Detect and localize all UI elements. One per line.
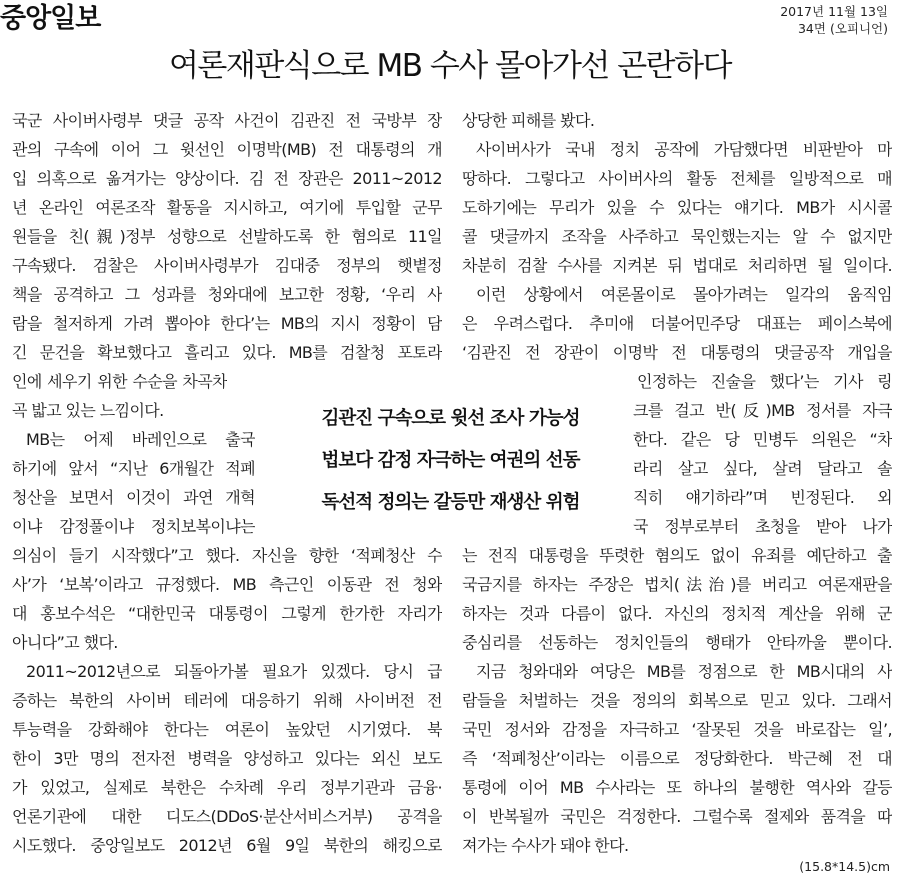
body-line: 투능력을 강화해야 한다는 여론이 높았던 시기였다. 북 bbox=[12, 720, 442, 739]
body-line: 2011~2012년으로 되돌아가볼 필요가 있겠다. 당시 급 bbox=[26, 662, 442, 681]
body-line: 국군 사이버사령부 댓글 공작 사건이 김관진 전 국방부 장 bbox=[12, 111, 442, 130]
body-line: 관의 구속에 이어 그 윗선인 이명박(MB) 전 대통령의 개 bbox=[12, 140, 442, 159]
body-line: MB는 어제 바레인으로 출국 bbox=[26, 430, 255, 449]
subhead: 김관진 구속으로 윗선 조사 가능성 bbox=[321, 408, 580, 429]
body-line: 사’가 ‘보복’이라고 규정했다. MB 측근인 이동관 전 청와 bbox=[12, 575, 442, 594]
body-line: 는 전직 대통령을 뚜렷한 혐의도 없이 유죄를 예단하고 출 bbox=[462, 546, 892, 565]
logo: 중앙일보 bbox=[0, 3, 101, 34]
body-line: 국 정부로부터 초청을 받아 나가 bbox=[633, 517, 892, 536]
subhead: 법보다 감정 자극하는 여권의 선동 bbox=[321, 450, 580, 471]
body-line: 한이 3만 명의 전자전 병력을 양성하고 있다는 외신 보도 bbox=[12, 749, 442, 768]
body-line: 년 온라인 여론조작 활동을 지시하고, 여기에 투입할 군무 bbox=[12, 198, 442, 217]
size-note: (15.8*14.5)cm bbox=[799, 859, 890, 874]
body-line: 곡 밟고 있는 느낌이다. bbox=[12, 401, 164, 420]
body-line: 이 반복될까 국민은 걱정한다. 그럴수록 절제와 품격을 따 bbox=[462, 807, 892, 826]
body-line: 인정하는 진술을 했다’는 기사 링 bbox=[637, 372, 892, 391]
body-line: 차분히 검찰 수사를 지켜본 뒤 법대로 처리하면 될 일이다. bbox=[462, 256, 892, 275]
body-line: 인에 세우기 위한 수순을 차곡차 bbox=[12, 372, 227, 391]
body-line: 시도했다. 중앙일보도 2012년 6월 9일 북한의 해킹으로 bbox=[12, 836, 442, 855]
headline: 여론재판식으로 MB 수사 몰아가선 곤란하다 bbox=[168, 48, 731, 84]
body-line: 책을 공격하고 그 성과를 청와대에 보고한 정황, ‘우리 사 bbox=[12, 285, 442, 304]
body-line: 사이버사가 국내 정치 공작에 가담했다면 비판받아 마 bbox=[476, 140, 892, 159]
subheads bbox=[288, 398, 613, 524]
body-line: 언론기관에 대한 디도스(DDoS·분산서비스거부) 공격을 bbox=[12, 807, 442, 826]
body-line: 중심리를 선동하는 정치인들의 행태가 안타까울 뿐이다. bbox=[462, 633, 892, 652]
body-line: 통령에 이어 MB 수사라는 또 하나의 불행한 역사와 갈등 bbox=[462, 778, 892, 797]
body-line: 은 우려스럽다. 추미애 더불어민주당 대표는 페이스북에 bbox=[462, 314, 892, 333]
body-line: 긴 문건을 확보했다고 흘리고 있다. MB를 검찰청 포토라 bbox=[12, 343, 442, 362]
body-line: 크를 걸고 반(反)MB 정서를 자극 bbox=[633, 401, 892, 420]
body-line: 람들을 처벌하는 것을 정의의 회복으로 믿고 있다. 그래서 bbox=[462, 691, 892, 710]
issue-page: 34면 (오피니언) bbox=[797, 21, 888, 36]
body-line: 이냐 감정풀이냐 정치보복이냐는 bbox=[12, 517, 255, 536]
body-line: 원들을 친(親)정부 성향으로 선발하도록 한 혐의로 11일 bbox=[12, 227, 442, 246]
body-line: 상당한 피해를 봤다. bbox=[462, 111, 595, 130]
body-line: 한다. 같은 당 민병두 의원은 “차 bbox=[633, 430, 892, 449]
body-line: 가 있었고, 실제로 북한은 수차례 우리 정부기관과 금융· bbox=[12, 778, 442, 797]
body-line: 이런 상황에서 여론몰이로 몰아가려는 일각의 움직임 bbox=[476, 285, 892, 304]
body-line: 져가는 수사가 돼야 한다. bbox=[462, 836, 629, 855]
body-line: 아니다”고 했다. bbox=[12, 633, 118, 652]
body-line: 국금지를 하자는 주장은 법치(法治)를 버리고 여론재판을 bbox=[462, 575, 892, 594]
body-line: 콜 댓글까지 조작을 사주하고 묵인했는지는 알 수 없지만 bbox=[462, 227, 892, 246]
body-line: 람을 철저하게 가려 뽑아야 한다’는 MB의 지시 정황이 담 bbox=[12, 314, 442, 333]
body-line: 의심이 들기 시작했다”고 했다. 자신을 향한 ‘적폐청산 수 bbox=[12, 546, 442, 565]
body-line: 지금 청와대와 여당은 MB를 정점으로 한 MB시대의 사 bbox=[476, 662, 892, 681]
body-line: 라리 살고 싶다, 살려 달라고 솔 bbox=[633, 459, 892, 478]
subhead: 독선적 정의는 갈등만 재생산 위험 bbox=[321, 492, 580, 513]
issue-date: 2017년 11월 13일 bbox=[780, 4, 888, 19]
body-line: 청산을 보면서 이것이 과연 개혁 bbox=[12, 488, 255, 507]
body-line: 국민 정서와 감정을 자극하고 ‘잘못된 것을 바로잡는 일’, bbox=[462, 720, 892, 739]
body-line: 대 홍보수석은 “대한민국 대통령이 그렇게 한가한 자리가 bbox=[12, 604, 442, 623]
issue-meta bbox=[780, 3, 888, 37]
body-line: 구속됐다. 검찰은 사이버사령부가 김대중 정부의 햇볕정 bbox=[12, 256, 442, 275]
body-line: 땅하다. 그렇다고 사이버사의 활동 전체를 일방적으로 매 bbox=[462, 169, 892, 188]
body-line: 직히 얘기하라”며 빈정된다. 외 bbox=[633, 488, 892, 507]
body-line: 하기에 앞서 “지난 6개월간 적폐 bbox=[12, 459, 255, 478]
body-line: 입 의혹으로 옮겨가는 양상이다. 김 전 장관은 2011~2012 bbox=[12, 169, 442, 188]
body-line: 증하는 북한의 사이버 테러에 대응하기 위해 사이버전 전 bbox=[12, 691, 442, 710]
body-line: 하자는 것과 다름이 없다. 자신의 정치적 계산을 위해 군 bbox=[462, 604, 892, 623]
body-line: 도하기에는 무리가 있을 수 있다는 얘기다. MB가 시시콜 bbox=[462, 198, 892, 217]
body-line: 즉 ‘적폐청산’이라는 이름으로 정당화한다. 박근혜 전 대 bbox=[462, 749, 892, 768]
body-line: ‘김관진 전 장관이 이명박 전 대통령의 댓글공작 개입을 bbox=[462, 343, 892, 362]
